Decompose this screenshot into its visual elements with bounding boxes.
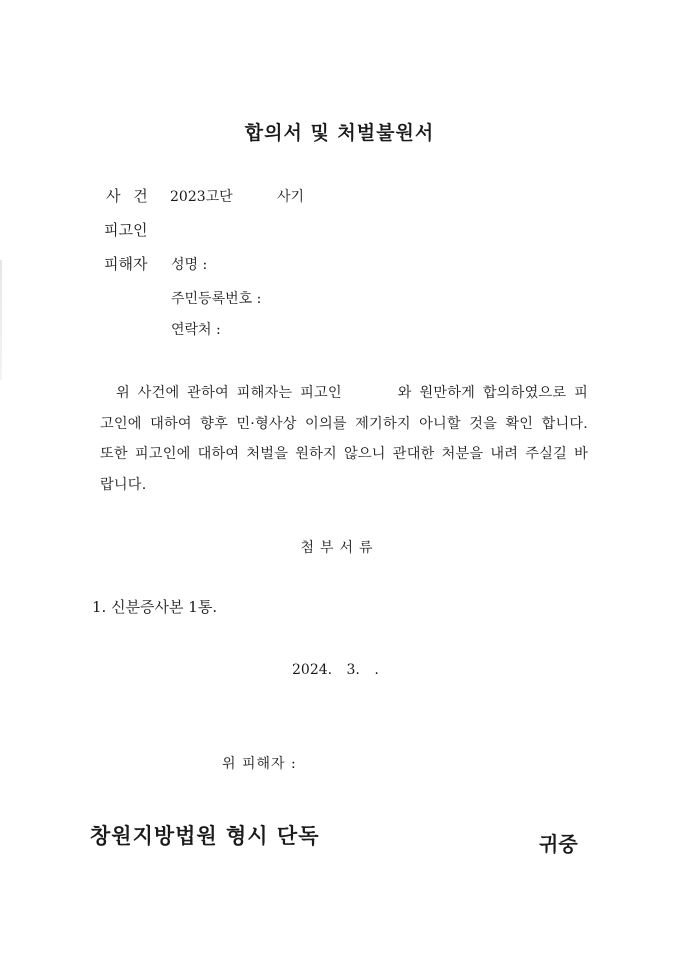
victim-id-label: 주민등록번호 : bbox=[171, 291, 262, 307]
document-title: 합의서 및 처벌불원서 bbox=[244, 122, 435, 144]
victim-label: 피해자 bbox=[104, 255, 148, 273]
agreement-paragraph bbox=[100, 378, 588, 500]
case-number: 2023고단 bbox=[170, 189, 233, 205]
honorific: 귀중 bbox=[539, 832, 578, 856]
scan-edge-mark bbox=[0, 260, 2, 380]
victim-name-label: 성명 : bbox=[171, 257, 208, 273]
victim-signature-label: 위 피해자 : bbox=[222, 756, 297, 772]
attachment-item: 1. 신분증사본 1통. bbox=[92, 598, 218, 616]
paragraph-rest: 피고인에 대하여 향후 민·형사상 이의를 제기하지 아니할 것을 확인 합니다. 또한 피고인에 대하여 처벌을 원하지 않으니 관대한 처분을 내려 주실길 바랍니다. bbox=[100, 385, 588, 493]
victim-contact-label: 연락처 : bbox=[171, 322, 221, 338]
document-date: 2024. 3. . bbox=[292, 662, 379, 678]
case-label: 사 건 bbox=[106, 187, 148, 205]
defendant-label: 피고인 bbox=[104, 221, 148, 239]
paragraph-line1-end: 와 원만하게 합의하였으로 bbox=[397, 385, 567, 401]
attachments-title: 첨부서류 bbox=[300, 540, 379, 556]
court-name: 창원지방법원 형시 단독 bbox=[90, 824, 320, 848]
case-name: 사기 bbox=[277, 189, 305, 205]
paragraph-line1-start: 위 사건에 관하여 피해자는 피고인 bbox=[116, 385, 342, 401]
